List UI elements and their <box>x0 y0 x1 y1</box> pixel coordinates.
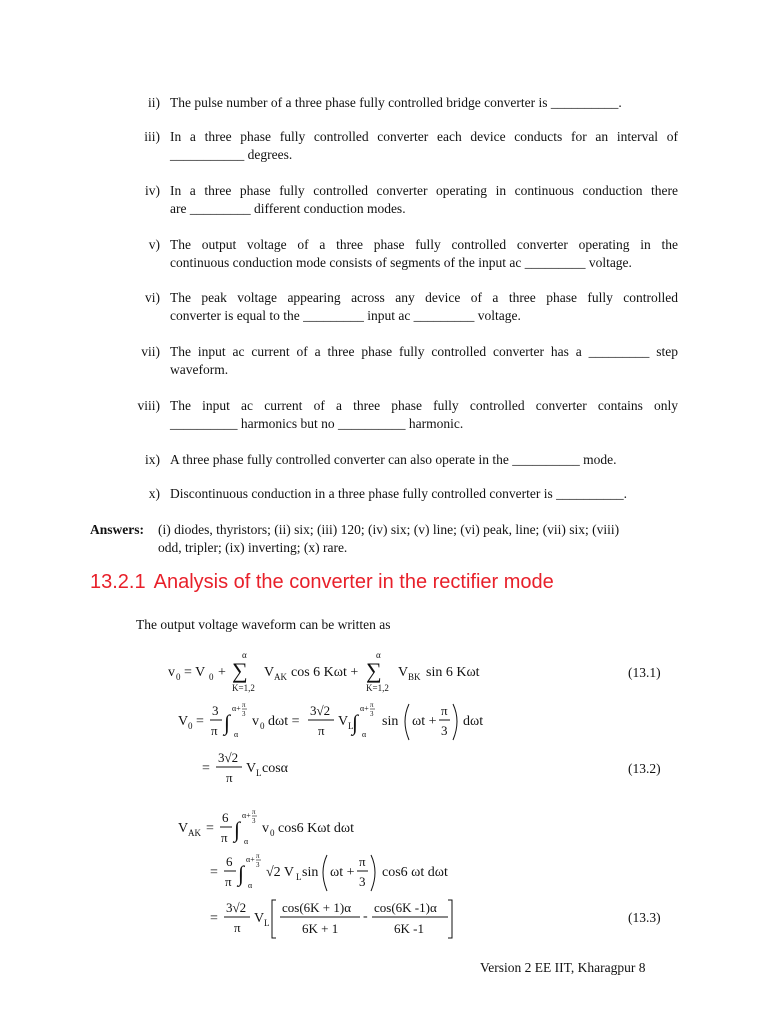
svg-text:3√2: 3√2 <box>226 900 247 915</box>
svg-text:α: α <box>362 730 367 739</box>
question-line: __________ harmonics but no __________ harmonic. <box>170 416 464 431</box>
question-line: A three phase fully controlled converter can also operate in the __________ mode. <box>170 452 617 467</box>
svg-text:α+: α+ <box>232 704 241 713</box>
svg-text:π: π <box>211 723 218 738</box>
svg-text:V: V <box>338 714 349 729</box>
svg-text:cos(6K + 1)α: cos(6K + 1)α <box>282 900 352 915</box>
answers-line-2: odd, tripler; (ix) inverting; (x) rare. <box>158 540 348 555</box>
svg-text:π: π <box>226 770 233 785</box>
svg-text:π: π <box>359 854 366 869</box>
svg-text:α: α <box>376 650 381 660</box>
equation-13-2 <box>202 748 322 790</box>
svg-text:=: = <box>210 865 218 880</box>
svg-text:dωt =: dωt = <box>268 714 300 729</box>
svg-text:ωt +: ωt + <box>330 865 355 880</box>
svg-text:3√2: 3√2 <box>218 750 239 765</box>
svg-text:v: v <box>168 665 175 680</box>
question-line: waveform. <box>170 362 229 377</box>
question-line: converter is equal to the _________ input ac _________ voltage. <box>170 308 521 323</box>
question-text <box>170 94 678 112</box>
question-line: The peak voltage appearing across any device of a three phase fully controlled <box>170 290 678 305</box>
svg-text:∑: ∑ <box>366 658 382 683</box>
svg-text:α: α <box>234 730 239 739</box>
page-footer: Version 2 EE IIT, Kharagpur 8 <box>480 960 646 975</box>
svg-text:π: π <box>441 703 448 718</box>
svg-text:3√2: 3√2 <box>310 703 331 718</box>
equation-v0-integral <box>178 698 498 746</box>
equation-vak <box>178 808 398 854</box>
svg-text:π: π <box>225 874 232 889</box>
equation-number-13-1: (13.1) <box>628 665 661 680</box>
svg-text:0: 0 <box>260 721 265 731</box>
svg-text:0: 0 <box>209 672 214 682</box>
svg-text:V: V <box>264 665 275 680</box>
question-text <box>170 289 678 325</box>
svg-text:K=1,2: K=1,2 <box>366 683 389 693</box>
question-number: vii) <box>141 344 160 359</box>
svg-text:√2 V: √2 V <box>266 865 295 880</box>
svg-text:3: 3 <box>252 817 256 825</box>
svg-text:AK: AK <box>274 672 287 682</box>
intro-text: The output voltage waveform can be written as <box>136 617 391 632</box>
question-line: In a three phase fully controlled converter each device conducts for an interval of <box>170 129 678 144</box>
svg-text:ωt +: ωt + <box>412 714 437 729</box>
svg-text:0: 0 <box>188 721 193 731</box>
svg-text:L: L <box>256 768 262 778</box>
svg-text:6: 6 <box>222 810 229 825</box>
equation-13-1 <box>168 648 488 698</box>
question-line: Discontinuous conduction in a three phase fully controlled converter is __________. <box>170 486 628 501</box>
svg-text:α+: α+ <box>242 811 251 820</box>
svg-text:dωt: dωt <box>463 714 484 729</box>
svg-text:3: 3 <box>359 874 366 889</box>
equation-number-13-3: (13.3) <box>628 910 661 925</box>
section-heading <box>90 571 554 594</box>
question-text <box>170 343 678 379</box>
svg-text:=: = <box>206 821 214 836</box>
svg-text:π: π <box>318 723 325 738</box>
question-line: The input ac current of a three phase fully controlled converter has a _________ step <box>170 344 678 359</box>
svg-text:∑: ∑ <box>232 658 248 683</box>
svg-text:6K -1: 6K -1 <box>394 921 424 936</box>
svg-text:π: π <box>242 701 246 709</box>
question-line: The output voltage of a three phase fully controlled converter operating in the <box>170 237 678 252</box>
question-line: The input ac current of a three phase fully controlled converter contains only <box>170 398 678 413</box>
section-title: Analysis of the converter in the rectifier mode <box>153 571 554 593</box>
svg-text:=: = <box>202 761 210 776</box>
question-text <box>170 236 678 272</box>
question-number: v) <box>148 237 160 252</box>
question-text <box>170 182 678 218</box>
svg-text:3: 3 <box>242 710 246 718</box>
svg-text:-: - <box>363 909 368 924</box>
question-line: continuous conduction mode consists of segments of the input ac _________ voltage. <box>170 255 632 270</box>
svg-text:L: L <box>348 721 354 731</box>
svg-text:π: π <box>370 701 374 709</box>
question-text <box>170 451 678 469</box>
equation-number-13-2: (13.2) <box>628 761 661 776</box>
svg-text:V: V <box>254 911 265 926</box>
svg-text:3: 3 <box>256 861 260 869</box>
answers-label: Answers: <box>90 522 144 537</box>
svg-text:∫: ∫ <box>234 817 241 842</box>
question-text <box>170 485 678 503</box>
svg-text:K=1,2: K=1,2 <box>232 683 255 693</box>
question-text <box>170 128 678 164</box>
svg-text:π: π <box>256 852 260 860</box>
svg-text:cos(6K -1)α: cos(6K -1)α <box>374 900 437 915</box>
svg-text:V: V <box>178 714 189 729</box>
question-number: ix) <box>145 452 160 467</box>
question-number: x) <box>148 486 160 501</box>
svg-text:= V: = V <box>184 665 206 680</box>
svg-text:L: L <box>296 872 302 882</box>
answers-line-1: (i) diodes, thyristors; (ii) six; (iii) 120; (iv) six; (v) line; (vi) peak, line; (vii) six; (viii) <box>158 522 620 537</box>
svg-text:cos6 Kωt dωt: cos6 Kωt dωt <box>278 821 354 836</box>
svg-text:cosα: cosα <box>262 761 288 776</box>
question-text <box>170 397 678 433</box>
svg-text:0: 0 <box>270 828 275 838</box>
question-number: ii) <box>148 95 160 110</box>
svg-text:=: = <box>196 714 204 729</box>
svg-text:π: π <box>234 920 241 935</box>
svg-text:α+: α+ <box>360 704 369 713</box>
svg-text:0: 0 <box>176 672 181 682</box>
svg-text:cos6 ωt dωt: cos6 ωt dωt <box>382 865 448 880</box>
svg-text:α+: α+ <box>246 855 255 864</box>
section-number: 13.2.1 <box>90 571 146 593</box>
svg-text:+: + <box>218 665 226 680</box>
equation-13-3 <box>210 896 470 944</box>
equation-vak-step2 <box>210 850 470 896</box>
svg-text:V: V <box>178 821 189 836</box>
svg-text:sin 6 Kωt: sin 6 Kωt <box>426 665 480 680</box>
svg-text:6K + 1: 6K + 1 <box>302 921 339 936</box>
svg-text:v: v <box>252 714 259 729</box>
svg-text:∫: ∫ <box>238 861 245 886</box>
question-number: viii) <box>137 398 160 413</box>
question-number: vi) <box>145 290 160 305</box>
question-line: ___________ degrees. <box>170 147 293 162</box>
svg-text:V: V <box>398 665 409 680</box>
svg-text:v: v <box>262 821 269 836</box>
question-number: iv) <box>145 183 160 198</box>
svg-text:α: α <box>248 881 253 890</box>
svg-text:π: π <box>221 830 228 845</box>
svg-text:∫: ∫ <box>224 710 231 735</box>
svg-text:AK: AK <box>188 828 201 838</box>
question-line: In a three phase fully controlled converter operating in continuous conduction there <box>170 183 678 198</box>
svg-text:3: 3 <box>370 710 374 718</box>
svg-text:α: α <box>244 837 249 846</box>
svg-text:3: 3 <box>441 723 448 738</box>
svg-text:6: 6 <box>226 854 233 869</box>
svg-text:L: L <box>264 918 270 928</box>
question-number: iii) <box>144 129 160 144</box>
svg-text:α: α <box>242 650 247 660</box>
question-line: are _________ different conduction modes. <box>170 201 406 216</box>
svg-text:sin: sin <box>382 714 399 729</box>
svg-text:V: V <box>246 761 257 776</box>
svg-text:∫: ∫ <box>352 710 359 735</box>
svg-text:cos 6 Kωt +: cos 6 Kωt + <box>291 665 359 680</box>
svg-text:3: 3 <box>212 703 219 718</box>
svg-text:=: = <box>210 911 218 926</box>
svg-text:sin: sin <box>302 865 319 880</box>
question-line: The pulse number of a three phase fully controlled bridge converter is __________. <box>170 95 622 110</box>
svg-text:π: π <box>252 808 256 816</box>
svg-text:BK: BK <box>408 672 421 682</box>
